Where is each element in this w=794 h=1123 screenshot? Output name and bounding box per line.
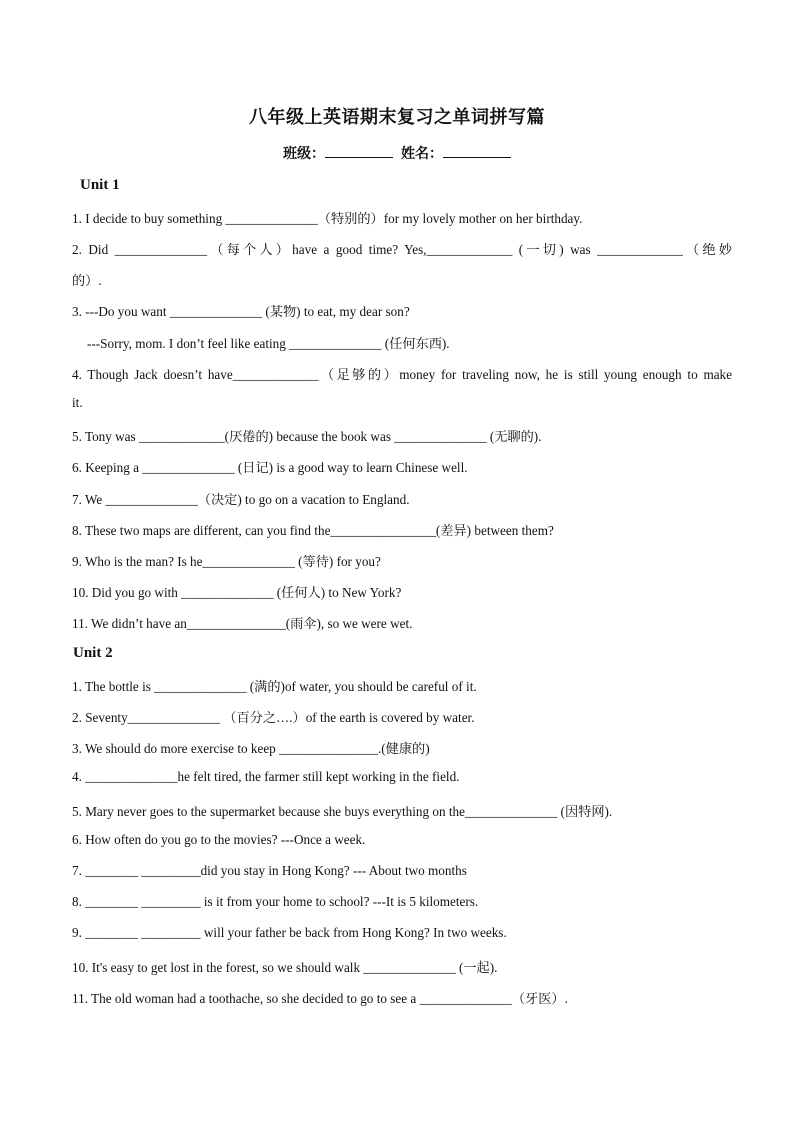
unit2-q5: 5. Mary never goes to the supermarket because she buys everything on the______________ (因特网). <box>72 804 613 819</box>
unit2-q4: 4. ______________he felt tired, the farmer still kept working in the field. <box>72 769 460 784</box>
unit2-q10: 10. It's easy to get lost in the forest, so we should walk ______________ (一起). <box>72 960 498 975</box>
unit1-q11: 11. We didn’t have an_______________(雨伞), so we were wet. <box>72 616 413 631</box>
unit1-q4: 4. Though Jack doesn’t have_____________（足够的）money for traveling now, he is still young enough to make <box>72 367 732 382</box>
unit1-q2-cont: 的）. <box>72 273 102 288</box>
unit2-q7: 7. ________ _________did you stay in Hong Kong? --- About two months <box>72 863 467 878</box>
unit1-q7: 7. We ______________（决定) to go on a vacation to England. <box>72 492 410 507</box>
unit1-q1: 1. I decide to buy something ______________（特别的）for my lovely mother on her birthday. <box>72 211 583 226</box>
unit2-q11: 11. The old woman had a toothache, so she decided to go to see a ______________（牙医）. <box>72 991 568 1006</box>
unit1-q2: 2. Did ______________（每个人）have a good time? Yes,_____________ (一切) was _____________（绝妙 <box>72 242 732 257</box>
unit1-q4-cont: it. <box>72 395 83 410</box>
unit1-q3: 3. ---Do you want ______________ (某物) to eat, my dear son? <box>72 304 410 319</box>
unit2-q2: 2. Seventy______________ （百分之….）of the earth is covered by water. <box>72 710 475 725</box>
unit-2-heading: Unit 2 <box>73 645 113 661</box>
student-info <box>0 143 794 163</box>
unit1-q5: 5. Tony was _____________(厌倦的) because the book was ______________ (无聊的). <box>72 429 542 444</box>
unit2-q1: 1. The bottle is ______________ (满的)of water, you should be careful of it. <box>72 679 477 694</box>
unit1-q9: 9. Who is the man? Is he______________ (等待) for you? <box>72 554 381 569</box>
unit2-q9: 9. ________ _________ will your father be back from Hong Kong? In two weeks. <box>72 925 507 940</box>
name-blank[interactable] <box>443 144 511 158</box>
unit2-q6: 6. How often do you go to the movies? ---Once a week. <box>72 832 366 847</box>
unit1-q8: 8. These two maps are different, can you find the________________(差异) between them? <box>72 523 554 538</box>
class-label: 班级： <box>283 146 325 162</box>
page-title: 八年级上英语期末复习之单词拼写篇 <box>249 107 545 128</box>
unit1-q3-reply: ---Sorry, mom. I don’t feel like eating ______________ (任何东西). <box>87 336 450 351</box>
unit-1-heading: Unit 1 <box>80 177 120 193</box>
unit2-q8: 8. ________ _________ is it from your home to school? ---It is 5 kilometers. <box>72 894 479 909</box>
name-label: 姓名： <box>401 146 443 162</box>
unit2-q3: 3. We should do more exercise to keep _______________.(健康的) <box>72 741 430 756</box>
unit1-q10: 10. Did you go with ______________ (任何人) to New York? <box>72 585 402 600</box>
class-blank[interactable] <box>325 144 393 158</box>
unit1-q6: 6. Keeping a ______________ (日记) is a good way to learn Chinese well. <box>72 460 468 475</box>
